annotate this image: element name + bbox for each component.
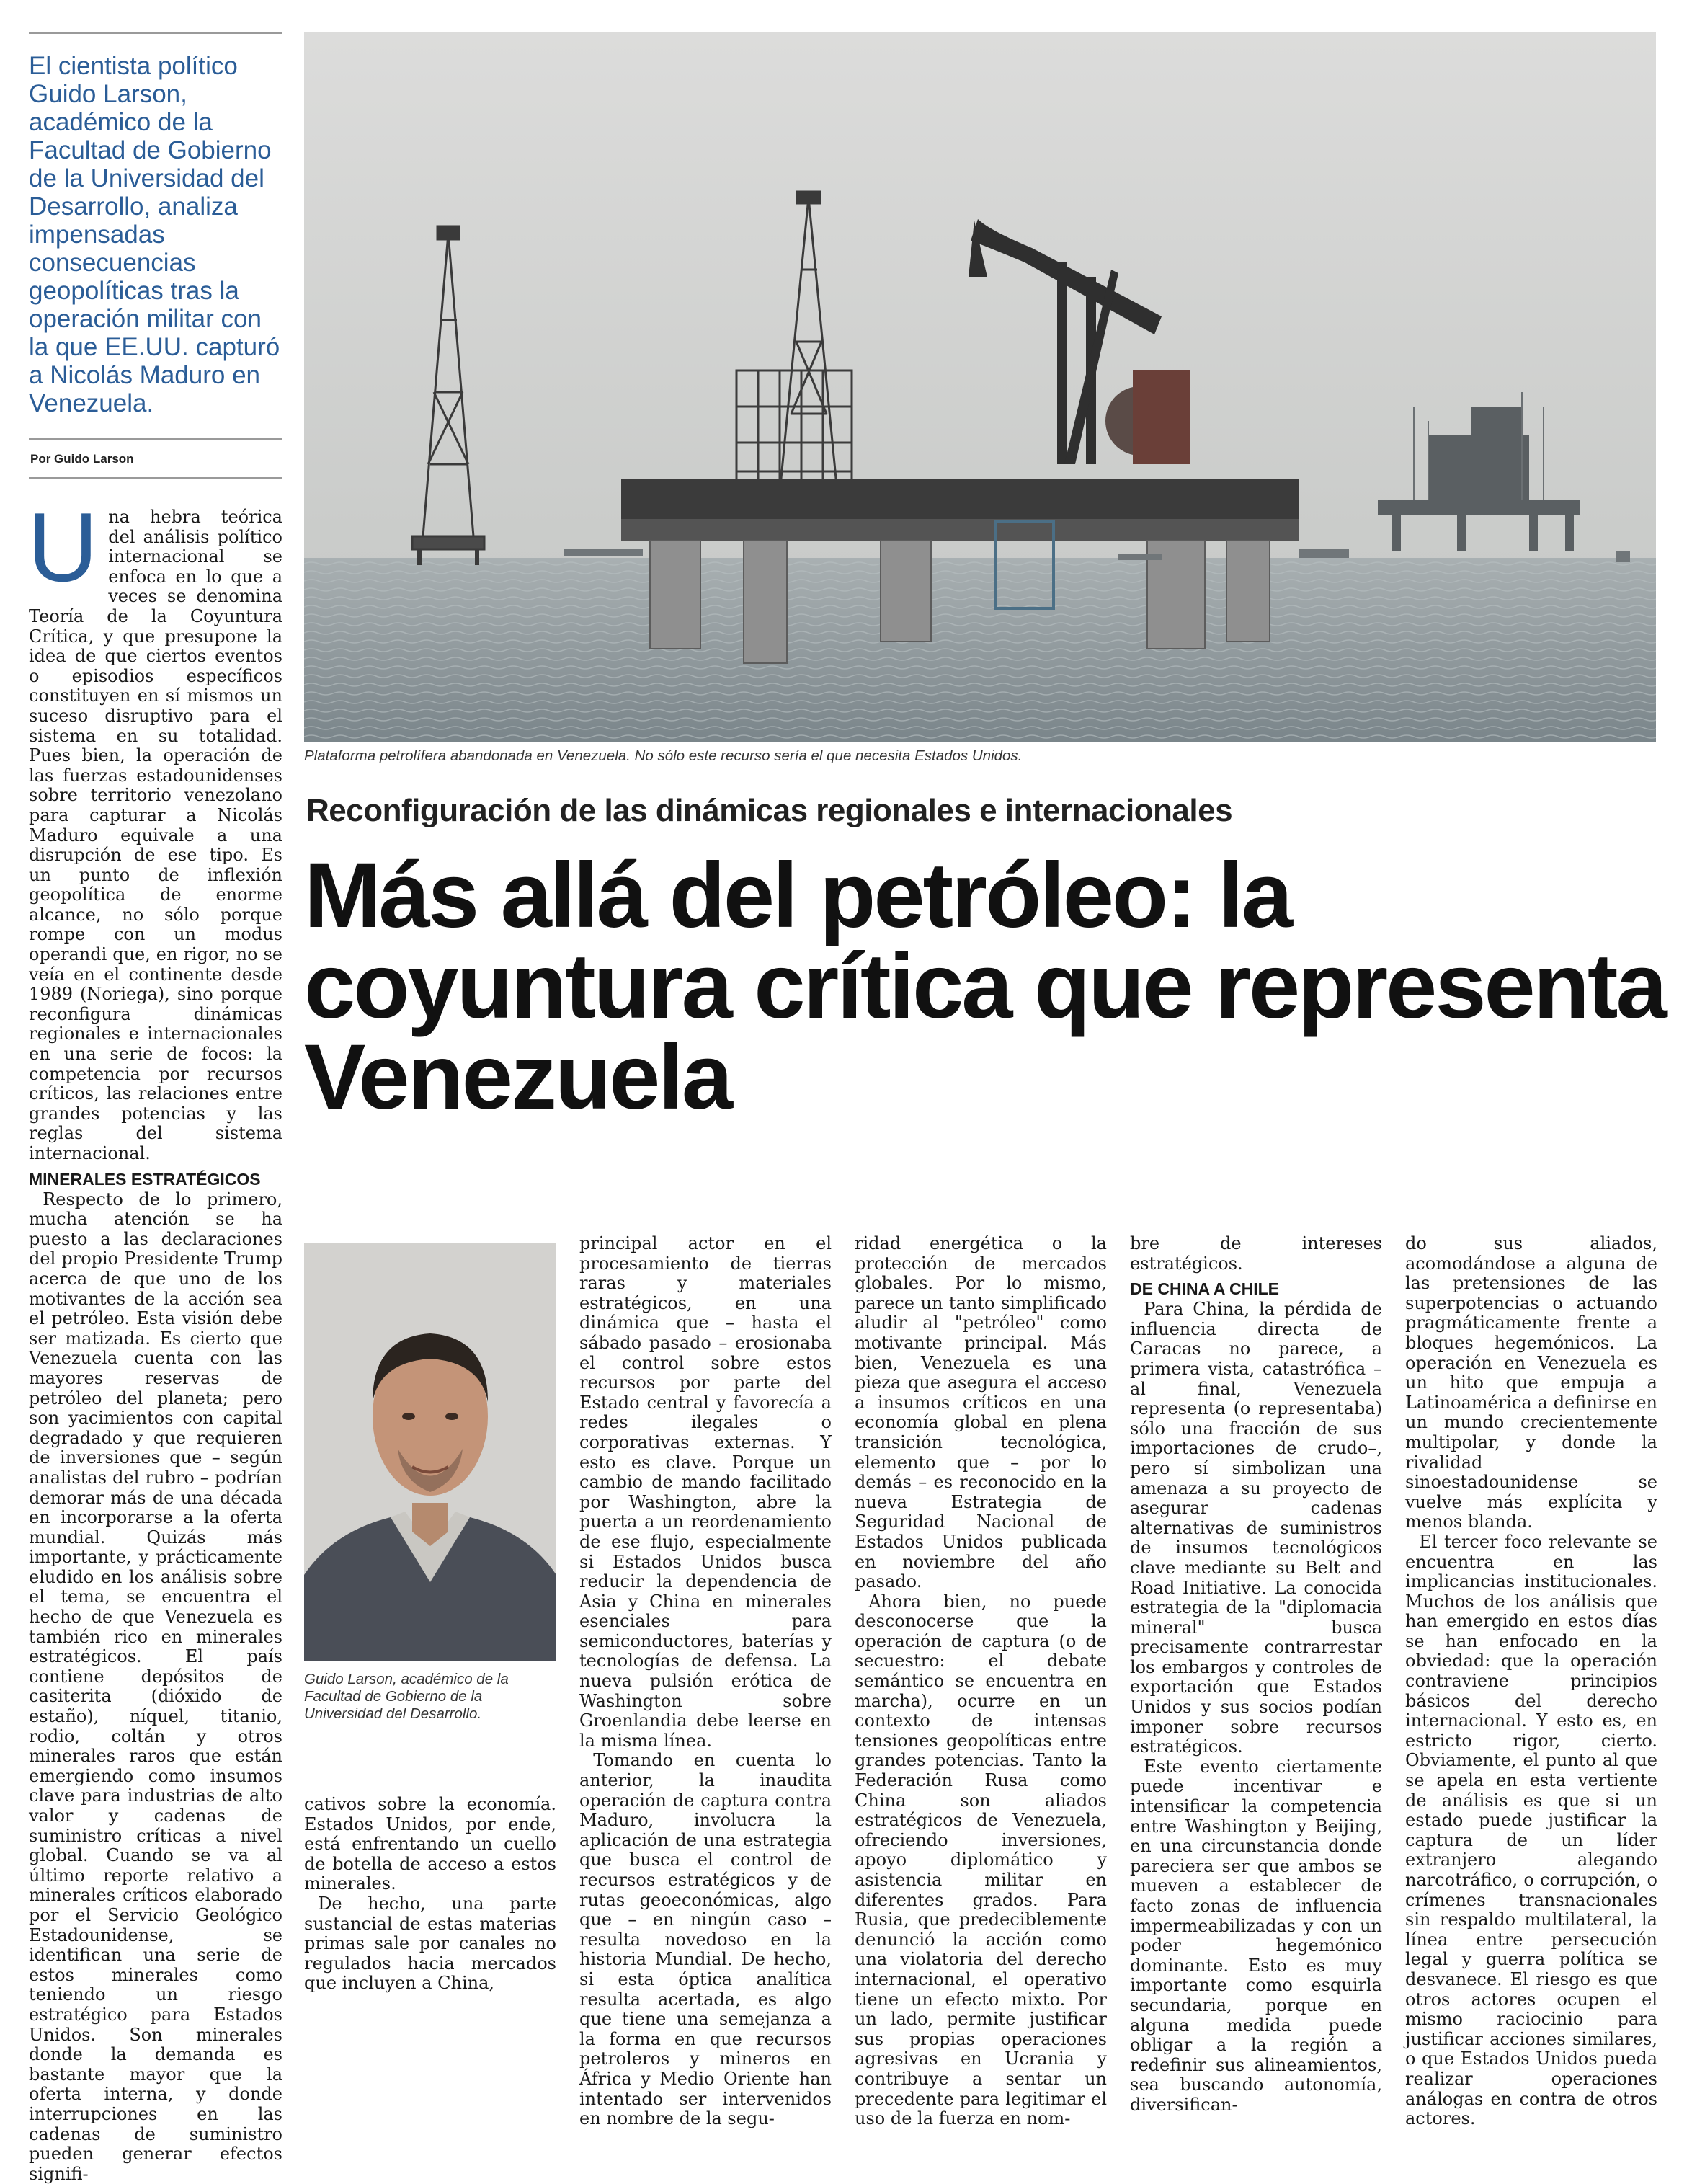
oil-platform-photo [304,32,1656,742]
section-heading-china-chile: DE CHINA A CHILE [1130,1279,1279,1299]
article-column-4 [855,1233,1107,2129]
lede-rule [29,438,282,440]
article-column-1 [27,492,282,2184]
headline: Más allá del petróleo: la coyuntura crítica que representa Venezuela [304,844,1665,1129]
article-column-6 [1405,1233,1657,2129]
byline: Por Guido Larson [30,452,134,466]
photo-caption: Plataforma petrolífera abandonada en Venezuela. No sólo este recurso sería el que necesita Estados Unidos. [304,747,1023,764]
col4-paragraph-1: ridad energética o la protección de mercados globales. Por lo mismo, parece un tanto simplificado aludir al "petróleo" como motivante principal. Más bien, Venezuela es una pieza que asegura el acceso a insumos críticos en una economía global en plena transición tecnológica, elemento que – por lo demás – es reconocido en la nueva Estrategia de Seguridad Nacional de Estados Unidos publicada en noviembre del año pasado. [855,1233,1107,1592]
article-column-5 [1130,1233,1382,2115]
col3-paragraph-2: Tomando en cuenta lo anterior, la inaudita operación de captura contra Maduro, involucra la aplicación de una estrategia que busca el control de recursos estratégicos y de rutas geoeconómicas, algo que – en ningún caso – resulta novedoso en la historia Mundial. De hecho, si esta óptica analítica resulta acertada, es algo que tiene una semejanza a la forma en que recursos petroleros y mineros en África y Medio Oriente han intentado ser intervenidos en nombre de la segu- [579,1750,832,2129]
col2-paragraph-2: De hecho, una parte sustancial de estas materias primas sale por canales no regulados hacia mercados que incluyen a China, [304,1893,556,1994]
col2-paragraph-1: cativos sobre la economía. Estados Unidos, por ende, está enfrentando un cuello de botella de acceso a estos minerales. [304,1794,556,1894]
col6-paragraph-2: El tercer foco relevante se encuentra en las implicancias institucionales. Muchos de los análisis que han emergido en estos días se han enfocado en la obviedad: que la operación contraviene principios básicos del derecho internacional. Y esto es, en estricto rigor, cierto. Obviamente, el punto al que se apela en esta vertiente de análisis es que si un estado puede justificar la captura de un líder extranjero alegando narcotráfico, o corrupción, o crímenes transnacionales sin respaldo multilateral, la línea entre persecución legal y guerra política se desvanece. El riesgo es que otros actores ocupen el mismo raciocinio para justificar acciones similares, o que Estados Unidos pueda realizar operaciones análogas en contra de otros actores. [1405,1531,1657,2129]
byline-rule [29,477,282,479]
col1-paragraph-2: Respecto de lo primero, mucha atención se ha puesto a las declaraciones del propio Presidente Trump acerca de que uno de los motivantes de la acción sea el petróleo. Esta visión debe ser matizada. Es cierto que Venezuela cuenta con las mayores reservas de petróleo del planeta; pero son yacimientos con capital degradado y que requieren de inversiones que – según analistas del rubro – podrían demorar más de una década en incorporarse a la oferta mundial. Quizás más importante, y prácticamente eludido en los análisis sobre el tema, se encuentra el hecho de que Venezuela es también rico en minerales estratégicos. El país contiene depósitos de casiterita (dióxido de estaño), níquel, titanio, rodio, coltán y otros minerales raros que están emergiendo como insumos clave para industrias de alto valor y cadenas de suministro críticas a nivel global. Cuando se va al último reporte relativo a minerales críticos elaborado por el Servicio Geológico Estadounidense, se identifican una serie de estos minerales como teniendo un riesgo estratégico para Estados Unidos. Son minerales donde la demanda es bastante mayor que la oferta interna, y donde interrupciones en las cadenas de suministro pueden generar efectos signifi- [29,1189,282,2184]
portrait-caption: Guido Larson, académico de la Facultad de Gobierno de la Universidad del Desarrollo. [304,1671,509,1722]
section-heading-minerales: MINERALES ESTRATÉGICOS [29,1169,261,1189]
col6-paragraph-1: do sus aliados, acomodándose a alguna de las pretensiones de las superpotencias o actuando pragmáticamente frente a bloques hegemónicos. La operación en Venezuela es un hito que empuja a Latinoamérica a definirse en un mundo crecientemente multipolar, y donde la rivalidad sinoestadounidense se vuelve más explícita y menos blanda. [1405,1233,1657,1532]
col5-paragraph-1: Para China, la pérdida de influencia directa de Caracas no parece, a primera vista, catastrófica –al final, Venezuela representa (o representaba) sólo una fracción de sus importaciones de crudo–, pero sí simbolizan una amenaza a su proyecto de asegurar cadenas alternativas de suministros de insumos tecnológicos clave mediante su Belt and Road Initiative. La conocida estrategia de la "diplomacia mineral" busca precisamente contrarrestar los embargos y controles de exportación que Estados Unidos y sus socios podían imponer sobre recursos estratégicos. [1130,1299,1382,1757]
col3-paragraph-1: principal actor en el procesamiento de tierras raras y materiales estratégicos, en una dinámica que – hasta el sábado pasado – erosionaba el control sobre estos recursos por parte del Estado central y favorecía a redes ilegales o corporativas externas. Y esto es clave. Porque un cambio de mando facilitado por Washington, abre la puerta a un reordenamiento de ese flujo, especialmente si Estados Unidos busca reducir la dependencia de Asia y China en minerales esenciales para semiconductores, baterías y tecnologías de defensa. La nueva pulsión erótica de Washington sobre Groenlandia debe leerse en la misma línea. [579,1233,832,1751]
top-rule [29,32,282,34]
col5-paragraph-2: Este evento ciertamente puede incentivar e intensificar la competencia entre Washington y Beijing, en una circunstancia donde pareciera ser que ambos se mueven a establecer de facto zonas de influencia impermeabilizadas y con un poder hegemónico dominante. Esto es muy importante como esquirla secundaria, porque en alguna medida puede obligar a la región a redefinir sus alineamientos, sea buscando autonomía, diversifican- [1130,1756,1382,2115]
author-portrait-photo [304,1243,556,1661]
article-column-2 [304,1794,556,1994]
col4-paragraph-2: Ahora bien, no puede desconocerse que la operación de captura (o de secuestro: el debate semántico se encuentra en marcha), ocurre en un contexto de intensas tensiones geopolíticas entre grandes potencias. Tanto la Federación Rusa como China son aliados estratégicos de Venezuela, ofreciendo inversiones, apoyo diplomático y asistencia militar en diferentes grados. Para Rusia, que predeciblemente denunció la acción como una violatoria del derecho internacional, el operativo tiene un efecto mixto. Por un lado, permite justificar sus propias operaciones agresivas en Ucrania y contribuye a sentar un precedente para legitimar el uso de la fuerza en nom- [855,1591,1107,2129]
col1-paragraph-1: na hebra teórica del análisis político internacional se enfoca en lo que a veces se denomina Teoría de la Coyuntura Crítica, y que presupone la idea de que ciertos eventos o episodios específicos constituyen en sí mismos un suceso disruptivo para el sistema en su totalidad. Pues bien, la operación de las fuerzas estadounidenses sobre territorio venezolano para capturar a Nicolás Maduro equivale a una disrupción de ese tipo. Es un punto de inflexión geopolítica de enorme alcance, no sólo porque rompe con un modus operandi que, en rigor, no se veía en el continente desde 1989 (Noriega), sino porque reconfigura dinámicas regionales e internacionales en una serie de focos: la competencia por recursos críticos, las relaciones entre grandes potencias y las reglas del sistema internacional. [29,507,282,1163]
col5-paragraph-0: bre de intereses estratégicos. [1130,1233,1382,1274]
kicker: Reconfiguración de las dinámicas regionales e internacionales [306,793,1233,828]
drop-cap: U [27,492,99,602]
article-column-3 [579,1233,832,2129]
lede-text: El cientista político Guido Larson, académico de la Facultad de Gobierno de la Universidad del Desarrollo, analiza impensadas consecuencias geopolíticas tras la operación militar con la que EE.UU. capturó a Nicolás Maduro en Venezuela. [29,52,280,417]
